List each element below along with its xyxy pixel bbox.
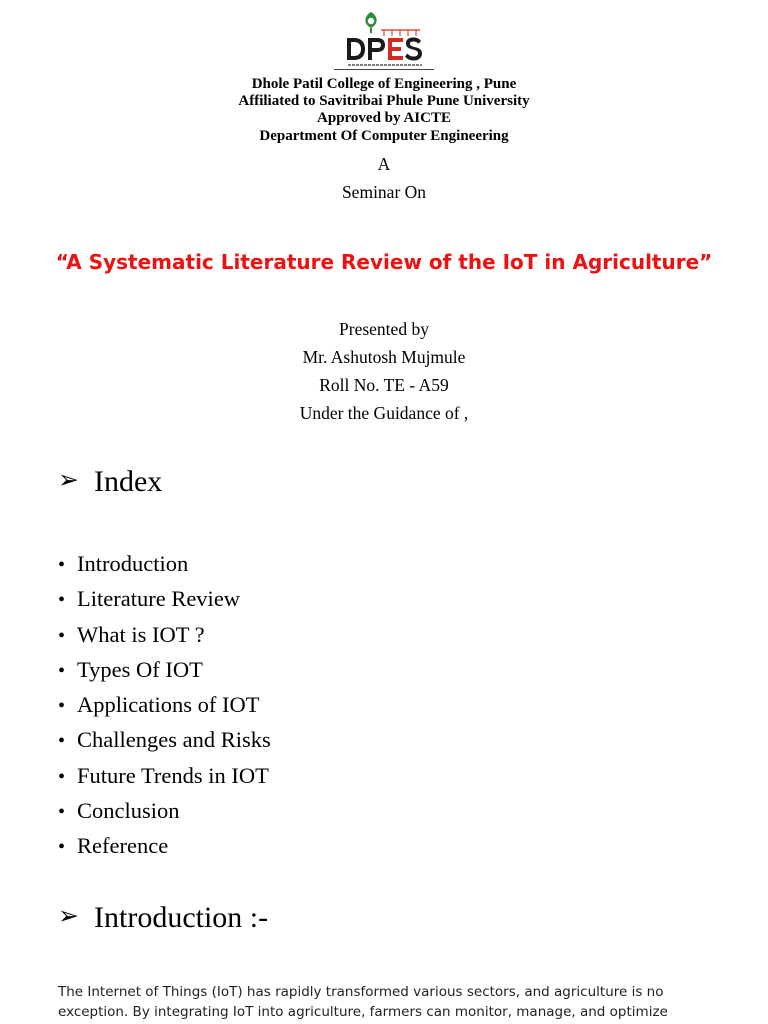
index-list	[58, 547, 271, 865]
index-heading	[58, 464, 162, 499]
presented-by: Presented by	[339, 319, 429, 339]
bullet-icon: •	[58, 624, 66, 647]
list-item	[58, 618, 271, 653]
index-heading-text: Index	[94, 465, 163, 498]
bullet-icon: •	[58, 554, 66, 576]
list-item-label: What is IOT ?	[77, 621, 205, 647]
department-name: Department Of Computer Engineering	[259, 127, 509, 144]
seminar-title: “A Systematic Literature Review of the IoT in Agriculture”	[55, 250, 713, 274]
bullet-icon: •	[58, 659, 66, 682]
aicte-approval: Approved by AICTE	[317, 110, 451, 127]
bullet-icon: •	[58, 801, 66, 824]
list-item	[58, 759, 271, 794]
list-item-label: Applications of IOT	[77, 692, 260, 718]
list-item	[58, 547, 271, 582]
bullet-icon: •	[58, 695, 66, 718]
list-item-label: Introduction	[77, 551, 189, 576]
list-item	[58, 794, 271, 829]
introduction-heading-text: Introduction :-	[94, 901, 269, 934]
roll-number: Roll No. TE - A59	[319, 375, 449, 395]
bullet-icon: •	[58, 589, 66, 612]
list-item-label: Types Of IOT	[77, 656, 203, 682]
list-item-label: Challenges and Risks	[77, 727, 271, 753]
list-item	[58, 582, 271, 617]
arrow-bullet-icon: ➢	[58, 467, 79, 494]
college-name: Dhole Patil College of Engineering , Pune	[251, 76, 517, 92]
dpes-logo-graphic	[334, 8, 434, 70]
university-affiliation: Affiliated to Savitribai Phule Pune University	[238, 93, 530, 110]
introduction-paragraph: The Internet of Things (IoT) has rapidly transformed various sectors, and agriculture is no exception. By integrating IoT into agriculture, farmers can monitor, manage, and optimize	[58, 984, 668, 1020]
bullet-icon: •	[58, 765, 66, 788]
presenter-name: Mr. Ashutosh Mujmule	[302, 347, 466, 367]
list-item-label: Reference	[77, 833, 169, 859]
list-item	[58, 829, 271, 864]
list-item-label: Conclusion	[77, 798, 180, 824]
dpes-logo	[334, 8, 434, 70]
intro-a: A	[377, 154, 391, 174]
list-item	[58, 688, 271, 723]
college-header	[0, 76, 768, 145]
list-item	[58, 723, 271, 758]
list-item-label: Literature Review	[77, 586, 241, 612]
introduction-heading	[58, 900, 268, 935]
bullet-icon: •	[58, 836, 66, 859]
list-item	[58, 653, 271, 688]
guidance-line: Under the Guidance of ,	[299, 403, 469, 423]
bullet-icon: •	[58, 730, 66, 753]
list-item-label: Future Trends in IOT	[77, 762, 269, 788]
seminar-on: Seminar On	[341, 182, 427, 202]
logo-underline	[334, 69, 434, 70]
arrow-bullet-icon: ➢	[58, 903, 79, 930]
